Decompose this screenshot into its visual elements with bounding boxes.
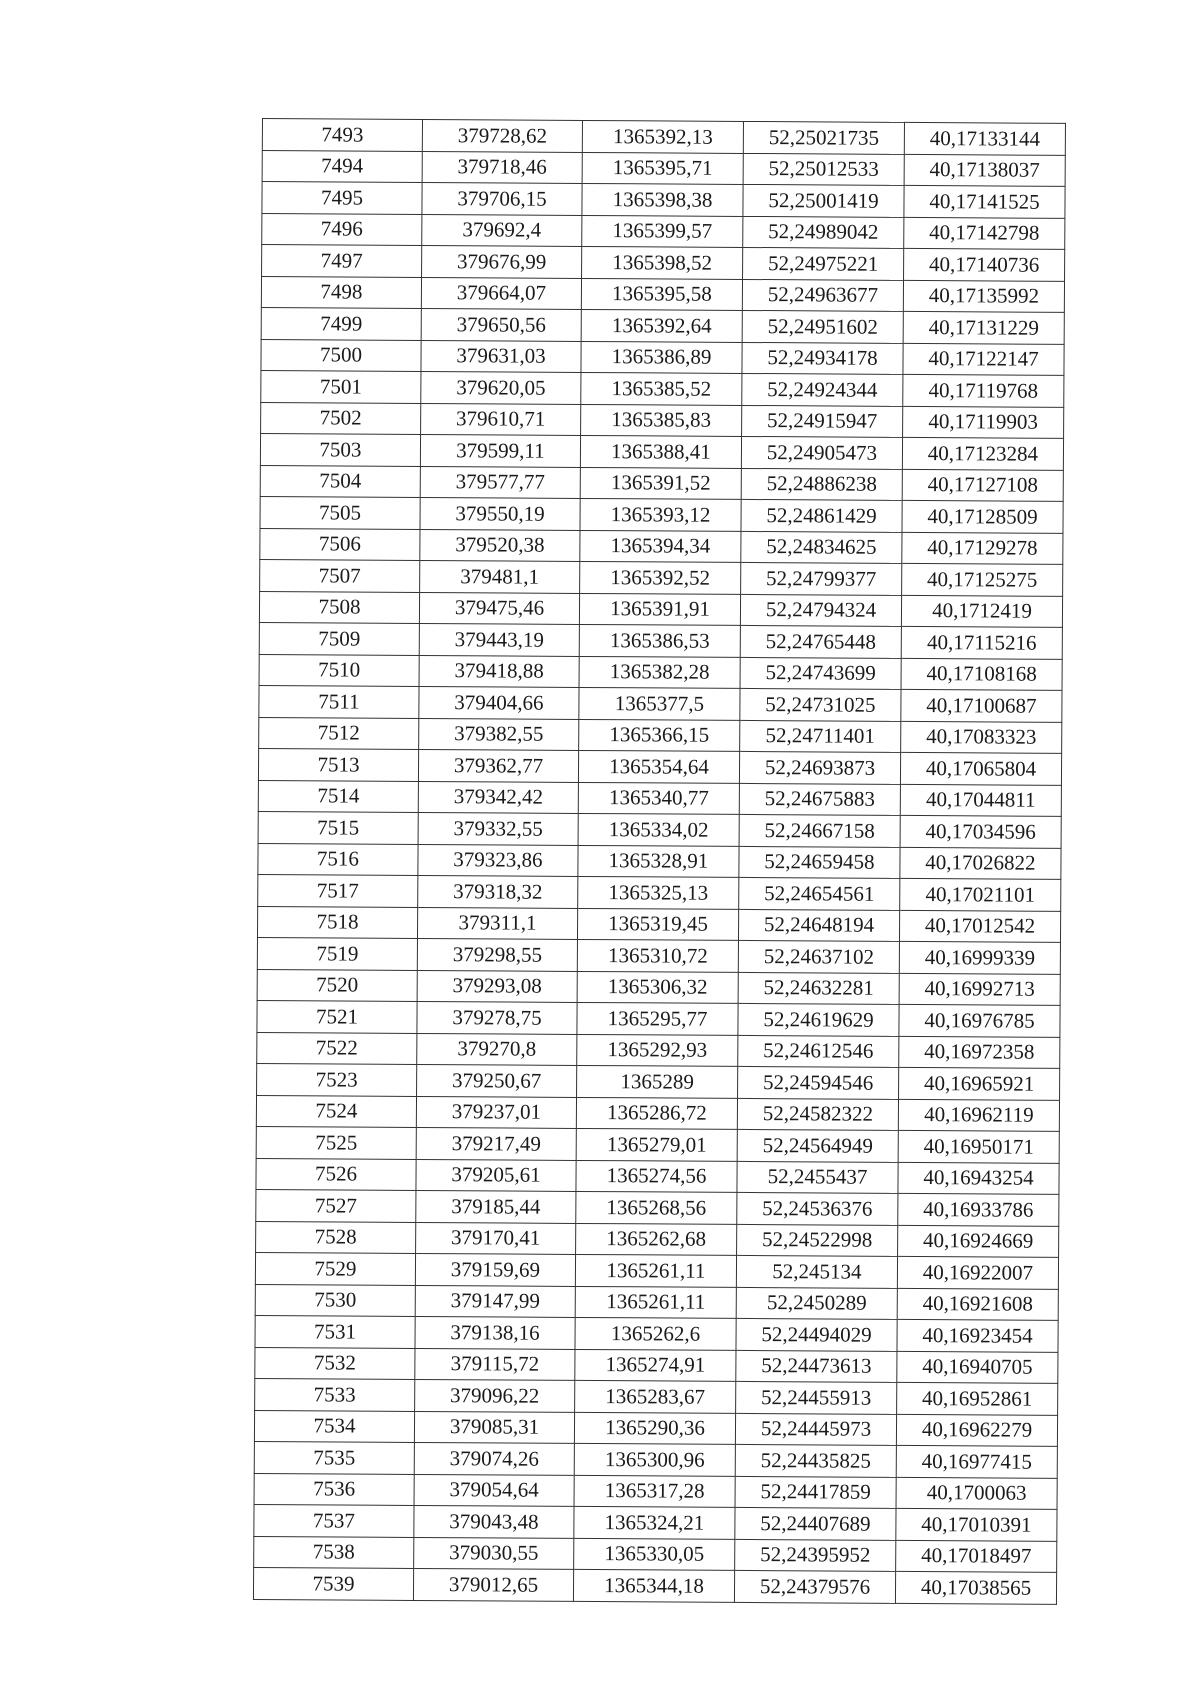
x-coordinate-cell: 379692,4	[422, 214, 582, 246]
x-coordinate-cell: 379311,1	[417, 907, 577, 939]
x-coordinate-cell: 379475,46	[419, 592, 579, 624]
longitude-cell: 40,17026822	[900, 847, 1061, 879]
point-number-cell: 7515	[258, 811, 418, 843]
y-coordinate-cell: 1365385,52	[581, 372, 742, 404]
latitude-cell: 52,24989042	[743, 216, 904, 248]
latitude-cell: 52,2455437	[737, 1161, 898, 1193]
table-row	[262, 213, 1065, 249]
y-coordinate-cell: 1365398,38	[582, 183, 743, 215]
x-coordinate-cell: 379030,55	[414, 1537, 574, 1569]
y-coordinate-cell: 1365386,53	[579, 624, 740, 656]
y-coordinate-cell: 1365366,15	[579, 719, 740, 751]
x-coordinate-cell: 379318,32	[418, 875, 578, 907]
y-coordinate-cell: 1365292,93	[577, 1034, 738, 1066]
y-coordinate-cell: 1365340,77	[578, 782, 739, 814]
table-row	[258, 811, 1061, 847]
table-row	[257, 1063, 1060, 1099]
latitude-cell: 52,24659458	[739, 846, 900, 878]
point-number-cell: 7512	[259, 717, 419, 749]
y-coordinate-cell: 1365268,56	[576, 1191, 737, 1223]
longitude-cell: 40,16933786	[898, 1193, 1059, 1225]
longitude-cell: 40,16943254	[898, 1162, 1059, 1194]
y-coordinate-cell: 1365328,91	[578, 845, 739, 877]
latitude-cell: 52,24975221	[743, 247, 904, 279]
point-number-cell: 7509	[259, 622, 419, 654]
longitude-cell: 40,16962279	[896, 1414, 1057, 1446]
point-number-cell: 7529	[255, 1252, 415, 1284]
y-coordinate-cell: 1365300,96	[574, 1443, 735, 1475]
x-coordinate-cell: 379404,66	[419, 686, 579, 718]
x-coordinate-cell: 379382,55	[419, 718, 579, 750]
point-number-cell: 7534	[254, 1410, 414, 1442]
longitude-cell: 40,17100687	[901, 689, 1062, 721]
latitude-cell: 52,24799377	[741, 562, 902, 594]
point-number-cell: 7522	[257, 1032, 417, 1064]
point-number-cell: 7494	[262, 150, 422, 182]
x-coordinate-cell: 379676,99	[422, 245, 582, 277]
longitude-cell: 40,17018497	[896, 1540, 1057, 1572]
longitude-cell: 40,17138037	[904, 154, 1065, 186]
table-row	[258, 780, 1061, 816]
point-number-cell: 7510	[259, 654, 419, 686]
point-number-cell: 7506	[260, 528, 420, 560]
point-number-cell: 7498	[261, 276, 421, 308]
x-coordinate-cell: 379054,64	[414, 1474, 574, 1506]
x-coordinate-cell: 379631,03	[421, 340, 581, 372]
point-number-cell: 7535	[254, 1441, 414, 1473]
x-coordinate-cell: 379074,26	[414, 1442, 574, 1474]
table-row	[257, 937, 1060, 973]
longitude-cell: 40,17010391	[896, 1508, 1057, 1540]
point-number-cell: 7536	[254, 1473, 414, 1505]
longitude-cell: 40,17119768	[903, 374, 1064, 406]
y-coordinate-cell: 1365399,57	[582, 215, 743, 247]
latitude-cell: 52,24905473	[741, 436, 902, 468]
point-number-cell: 7526	[256, 1158, 416, 1190]
longitude-cell: 40,1712419	[901, 595, 1062, 627]
longitude-cell: 40,17123284	[902, 437, 1063, 469]
latitude-cell: 52,24861429	[741, 499, 902, 531]
table-row	[261, 402, 1064, 438]
latitude-cell: 52,25021735	[743, 121, 904, 153]
y-coordinate-cell: 1365310,72	[577, 939, 738, 971]
longitude-cell: 40,16922007	[897, 1256, 1058, 1288]
table-row	[257, 906, 1060, 942]
x-coordinate-cell: 379650,56	[421, 308, 581, 340]
table-row	[260, 559, 1063, 595]
x-coordinate-cell: 379550,19	[420, 497, 580, 529]
y-coordinate-cell: 1365325,13	[578, 876, 739, 908]
point-number-cell: 7507	[260, 559, 420, 591]
table-row	[258, 748, 1061, 784]
latitude-cell: 52,24654561	[739, 877, 900, 909]
longitude-cell: 40,17034596	[900, 815, 1061, 847]
table-row	[261, 307, 1064, 343]
x-coordinate-cell: 379085,31	[414, 1411, 574, 1443]
x-coordinate-cell: 379664,07	[421, 277, 581, 309]
y-coordinate-cell: 1365391,52	[580, 467, 741, 499]
longitude-cell: 40,17131229	[903, 311, 1064, 343]
table-row	[262, 245, 1065, 281]
x-coordinate-cell: 379620,05	[421, 371, 581, 403]
longitude-cell: 40,16965921	[899, 1067, 1060, 1099]
y-coordinate-cell: 1365262,68	[576, 1223, 737, 1255]
table-row	[256, 1189, 1059, 1225]
longitude-cell: 40,17128509	[902, 500, 1063, 532]
y-coordinate-cell: 1365274,91	[575, 1349, 736, 1381]
y-coordinate-cell: 1365289	[577, 1065, 738, 1097]
point-number-cell: 7533	[255, 1378, 415, 1410]
y-coordinate-cell: 1365395,71	[582, 152, 743, 184]
x-coordinate-cell: 379520,38	[420, 529, 580, 561]
latitude-cell: 52,24435825	[735, 1444, 896, 1476]
coordinates-table	[253, 118, 1066, 1604]
longitude-cell: 40,17083323	[901, 721, 1062, 753]
table-row	[259, 717, 1062, 753]
x-coordinate-cell: 379012,65	[413, 1568, 573, 1600]
x-coordinate-cell: 379577,77	[420, 466, 580, 498]
point-number-cell: 7518	[257, 906, 417, 938]
table-row	[258, 843, 1061, 879]
y-coordinate-cell: 1365306,32	[577, 971, 738, 1003]
point-number-cell: 7514	[258, 780, 418, 812]
latitude-cell: 52,24711401	[740, 720, 901, 752]
longitude-cell: 40,16924669	[898, 1225, 1059, 1257]
longitude-cell: 40,16972358	[899, 1036, 1060, 1068]
longitude-cell: 40,16976785	[899, 1004, 1060, 1036]
longitude-cell: 40,1700063	[896, 1477, 1057, 1509]
latitude-cell: 52,24417859	[735, 1476, 896, 1508]
longitude-cell: 40,16977415	[896, 1445, 1057, 1477]
y-coordinate-cell: 1365286,72	[576, 1097, 737, 1129]
y-coordinate-cell: 1365279,01	[576, 1128, 737, 1160]
latitude-cell: 52,24675883	[739, 783, 900, 815]
point-number-cell: 7525	[256, 1126, 416, 1158]
x-coordinate-cell: 379043,48	[414, 1505, 574, 1537]
point-number-cell: 7493	[262, 119, 422, 151]
x-coordinate-cell: 379205,61	[416, 1159, 576, 1191]
table-row	[260, 496, 1063, 532]
table-row	[255, 1315, 1058, 1351]
y-coordinate-cell: 1365394,34	[580, 530, 741, 562]
point-number-cell: 7539	[253, 1567, 413, 1599]
latitude-cell: 52,24924344	[742, 373, 903, 405]
point-number-cell: 7521	[257, 1000, 417, 1032]
y-coordinate-cell: 1365398,52	[582, 246, 743, 278]
table-row	[257, 969, 1060, 1005]
y-coordinate-cell: 1365334,02	[578, 813, 739, 845]
point-number-cell: 7505	[260, 496, 420, 528]
point-number-cell: 7517	[258, 874, 418, 906]
point-number-cell: 7499	[261, 307, 421, 339]
latitude-cell: 52,24648194	[738, 909, 899, 941]
longitude-cell: 40,16952861	[897, 1382, 1058, 1414]
longitude-cell: 40,17115216	[901, 626, 1062, 658]
point-number-cell: 7523	[257, 1063, 417, 1095]
point-number-cell: 7496	[262, 213, 422, 245]
longitude-cell: 40,17133144	[904, 122, 1065, 154]
latitude-cell: 52,24594546	[738, 1066, 899, 1098]
latitude-cell: 52,24379576	[734, 1570, 895, 1602]
point-number-cell: 7530	[255, 1284, 415, 1316]
y-coordinate-cell: 1365392,52	[580, 561, 741, 593]
latitude-cell: 52,24522998	[737, 1224, 898, 1256]
y-coordinate-cell: 1365386,89	[581, 341, 742, 373]
x-coordinate-cell: 379147,99	[415, 1285, 575, 1317]
longitude-cell: 40,16999339	[899, 941, 1060, 973]
x-coordinate-cell: 379293,08	[417, 970, 577, 1002]
latitude-cell: 52,24951602	[742, 310, 903, 342]
latitude-cell: 52,25001419	[743, 184, 904, 216]
table-row	[253, 1567, 1056, 1603]
y-coordinate-cell: 1365393,12	[580, 498, 741, 530]
table-row	[260, 433, 1063, 469]
point-number-cell: 7519	[257, 937, 417, 969]
x-coordinate-cell: 379217,49	[416, 1127, 576, 1159]
x-coordinate-cell: 379342,42	[418, 781, 578, 813]
x-coordinate-cell: 379159,69	[415, 1253, 575, 1285]
latitude-cell: 52,24794324	[740, 594, 901, 626]
x-coordinate-cell: 379610,71	[421, 403, 581, 435]
longitude-cell: 40,17108168	[901, 658, 1062, 690]
point-number-cell: 7516	[258, 843, 418, 875]
latitude-cell: 52,24407689	[735, 1507, 896, 1539]
x-coordinate-cell: 379185,44	[416, 1190, 576, 1222]
longitude-cell: 40,16950171	[898, 1130, 1059, 1162]
table-row	[260, 465, 1063, 501]
y-coordinate-cell: 1365317,28	[574, 1475, 735, 1507]
latitude-cell: 52,24632281	[738, 972, 899, 1004]
latitude-cell: 52,24934178	[742, 342, 903, 374]
y-coordinate-cell: 1365382,28	[579, 656, 740, 688]
longitude-cell: 40,17122147	[903, 343, 1064, 375]
latitude-cell: 52,24455913	[736, 1381, 897, 1413]
point-number-cell: 7497	[262, 245, 422, 277]
table-row	[257, 1000, 1060, 1036]
latitude-cell: 52,24564949	[737, 1129, 898, 1161]
longitude-cell: 40,17140736	[904, 248, 1065, 280]
y-coordinate-cell: 1365354,64	[578, 750, 739, 782]
latitude-cell: 52,24536376	[737, 1192, 898, 1224]
table-row	[261, 339, 1064, 375]
longitude-cell: 40,17129278	[902, 532, 1063, 564]
longitude-cell: 40,17141525	[904, 185, 1065, 217]
point-number-cell: 7511	[259, 685, 419, 717]
point-number-cell: 7502	[261, 402, 421, 434]
latitude-cell: 52,24731025	[740, 688, 901, 720]
longitude-cell: 40,17038565	[895, 1571, 1056, 1603]
point-number-cell: 7508	[259, 591, 419, 623]
table-row	[256, 1158, 1059, 1194]
latitude-cell: 52,24582322	[737, 1098, 898, 1130]
latitude-cell: 52,24395952	[735, 1539, 896, 1571]
table-row	[254, 1504, 1057, 1540]
longitude-cell: 40,17135992	[903, 280, 1064, 312]
latitude-cell: 52,24963677	[742, 279, 903, 311]
x-coordinate-cell: 379599,11	[420, 434, 580, 466]
table-row	[262, 182, 1065, 218]
coordinates-table-body	[253, 119, 1065, 1604]
point-number-cell: 7531	[255, 1315, 415, 1347]
latitude-cell: 52,24612546	[738, 1035, 899, 1067]
y-coordinate-cell: 1365324,21	[574, 1506, 735, 1538]
longitude-cell: 40,17142798	[904, 217, 1065, 249]
longitude-cell: 40,17012542	[899, 910, 1060, 942]
x-coordinate-cell: 379298,55	[417, 938, 577, 970]
table-row	[259, 591, 1062, 627]
point-number-cell: 7527	[256, 1189, 416, 1221]
x-coordinate-cell: 379270,8	[417, 1033, 577, 1065]
x-coordinate-cell: 379278,75	[417, 1001, 577, 1033]
y-coordinate-cell: 1365283,67	[575, 1380, 736, 1412]
table-row	[254, 1473, 1057, 1509]
y-coordinate-cell: 1365295,77	[577, 1002, 738, 1034]
y-coordinate-cell: 1365391,91	[579, 593, 740, 625]
table-row	[259, 685, 1062, 721]
longitude-cell: 40,17119903	[903, 406, 1064, 438]
x-coordinate-cell: 379332,55	[418, 812, 578, 844]
table-row	[262, 150, 1065, 186]
x-coordinate-cell: 379250,67	[417, 1064, 577, 1096]
latitude-cell: 52,24743699	[740, 657, 901, 689]
latitude-cell: 52,24765448	[740, 625, 901, 657]
longitude-cell: 40,17125275	[902, 563, 1063, 595]
y-coordinate-cell: 1365388,41	[580, 435, 741, 467]
y-coordinate-cell: 1365392,64	[581, 309, 742, 341]
table-row	[254, 1536, 1057, 1572]
y-coordinate-cell: 1365377,5	[579, 687, 740, 719]
point-number-cell: 7528	[256, 1221, 416, 1253]
table-row	[261, 276, 1064, 312]
table-row	[262, 119, 1065, 155]
table-row	[255, 1347, 1058, 1383]
point-number-cell: 7532	[255, 1347, 415, 1379]
point-number-cell: 7504	[260, 465, 420, 497]
longitude-cell: 40,17044811	[900, 784, 1061, 816]
table-row	[259, 654, 1062, 690]
y-coordinate-cell: 1365290,36	[574, 1412, 735, 1444]
table-row	[255, 1252, 1058, 1288]
x-coordinate-cell: 379115,72	[415, 1348, 575, 1380]
point-number-cell: 7500	[261, 339, 421, 371]
latitude-cell: 52,25012533	[743, 153, 904, 185]
y-coordinate-cell: 1365344,18	[573, 1569, 734, 1601]
x-coordinate-cell: 379706,15	[422, 182, 582, 214]
x-coordinate-cell: 379718,46	[422, 151, 582, 183]
x-coordinate-cell: 379481,1	[420, 560, 580, 592]
x-coordinate-cell: 379728,62	[422, 119, 582, 151]
point-number-cell: 7520	[257, 969, 417, 1001]
latitude-cell: 52,24915947	[742, 405, 903, 437]
y-coordinate-cell: 1365395,58	[581, 278, 742, 310]
latitude-cell: 52,24886238	[741, 468, 902, 500]
longitude-cell: 40,16940705	[897, 1351, 1058, 1383]
table-row	[258, 874, 1061, 910]
table-row	[257, 1032, 1060, 1068]
y-coordinate-cell: 1365261,11	[575, 1254, 736, 1286]
latitude-cell: 52,24693873	[739, 751, 900, 783]
latitude-cell: 52,24667158	[739, 814, 900, 846]
table-row	[255, 1378, 1058, 1414]
x-coordinate-cell: 379323,86	[418, 844, 578, 876]
table-row	[256, 1221, 1059, 1257]
latitude-cell: 52,24637102	[738, 940, 899, 972]
table-row	[255, 1284, 1058, 1320]
y-coordinate-cell: 1365262,6	[575, 1317, 736, 1349]
point-number-cell: 7538	[254, 1536, 414, 1568]
longitude-cell: 40,16921608	[897, 1288, 1058, 1320]
table-row	[256, 1095, 1059, 1131]
point-number-cell: 7524	[256, 1095, 416, 1127]
longitude-cell: 40,16962119	[898, 1099, 1059, 1131]
table-row	[254, 1410, 1057, 1446]
y-coordinate-cell: 1365392,13	[582, 120, 743, 152]
x-coordinate-cell: 379443,19	[419, 623, 579, 655]
latitude-cell: 52,24619629	[738, 1003, 899, 1035]
latitude-cell: 52,24473613	[736, 1350, 897, 1382]
latitude-cell: 52,24834625	[741, 531, 902, 563]
x-coordinate-cell: 379237,01	[416, 1096, 576, 1128]
longitude-cell: 40,16923454	[897, 1319, 1058, 1351]
y-coordinate-cell: 1365330,05	[574, 1538, 735, 1570]
point-number-cell: 7495	[262, 182, 422, 214]
longitude-cell: 40,17065804	[900, 752, 1061, 784]
table-row	[254, 1441, 1057, 1477]
point-number-cell: 7503	[260, 433, 420, 465]
table-row	[256, 1126, 1059, 1162]
y-coordinate-cell: 1365385,83	[581, 404, 742, 436]
table-row	[261, 370, 1064, 406]
latitude-cell: 52,245134	[736, 1255, 897, 1287]
x-coordinate-cell: 379362,77	[418, 749, 578, 781]
latitude-cell: 52,2450289	[736, 1287, 897, 1319]
x-coordinate-cell: 379170,41	[416, 1222, 576, 1254]
latitude-cell: 52,24494029	[736, 1318, 897, 1350]
longitude-cell: 40,16992713	[899, 973, 1060, 1005]
longitude-cell: 40,17021101	[900, 878, 1061, 910]
y-coordinate-cell: 1365319,45	[577, 908, 738, 940]
table-row	[260, 528, 1063, 564]
table-row	[259, 622, 1062, 658]
x-coordinate-cell: 379418,88	[419, 655, 579, 687]
point-number-cell: 7537	[254, 1504, 414, 1536]
x-coordinate-cell: 379096,22	[415, 1379, 575, 1411]
longitude-cell: 40,17127108	[902, 469, 1063, 501]
y-coordinate-cell: 1365274,56	[576, 1160, 737, 1192]
point-number-cell: 7513	[258, 748, 418, 780]
latitude-cell: 52,24445973	[735, 1413, 896, 1445]
point-number-cell: 7501	[261, 370, 421, 402]
y-coordinate-cell: 1365261,11	[575, 1286, 736, 1318]
x-coordinate-cell: 379138,16	[415, 1316, 575, 1348]
